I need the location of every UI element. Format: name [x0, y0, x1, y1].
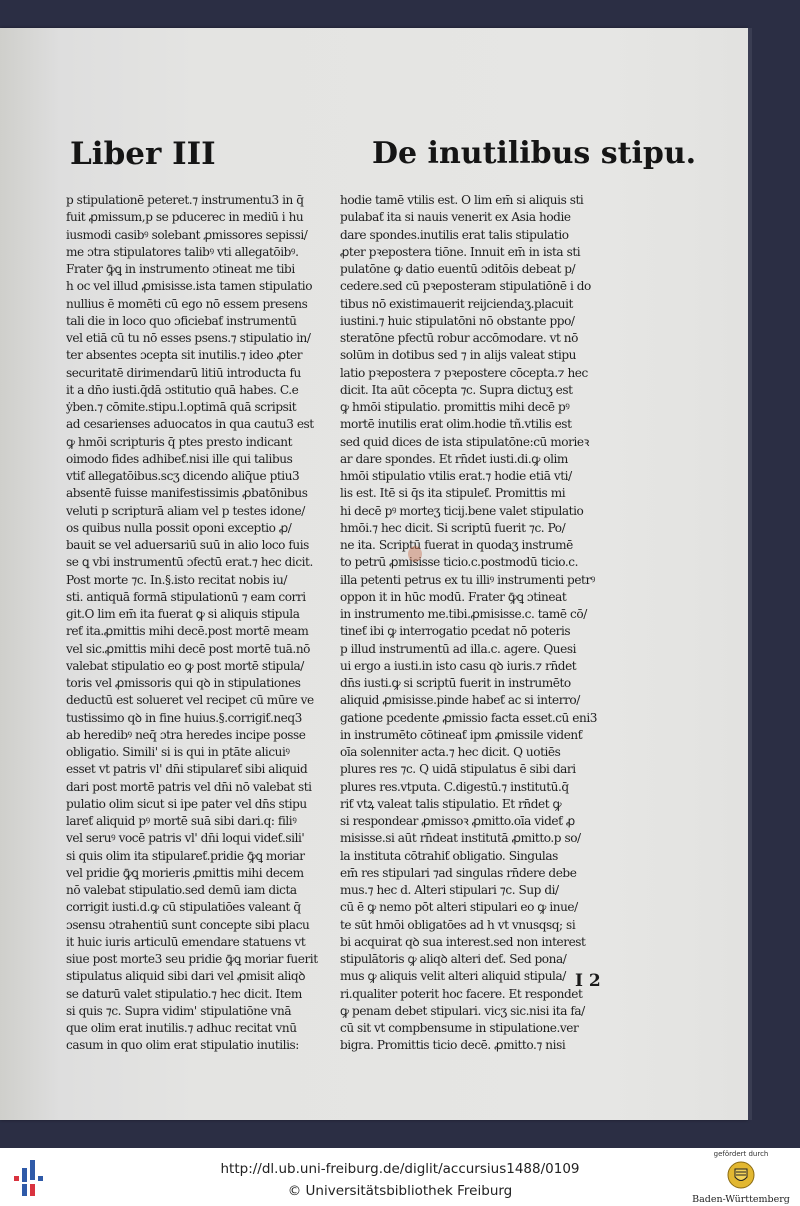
text-line: mortē inutilis erat olim.hodie tñ.vtilis est [340, 417, 572, 432]
text-line: vtiƭ allegatōibus.scʒ dicendo aliq̄ue ptiu3 [66, 469, 300, 483]
text-line: reƭ ita.ꝓmittis mihi decē.post mortē meam [66, 624, 309, 639]
text-line: tibus nō existimauerit reijciendaʒ.placuit [340, 296, 573, 311]
text-line: ẏben.⁊ cōmite.stipu.l.optimā quā scripsit [66, 400, 297, 414]
page-edge [748, 28, 752, 1120]
text-line: nullius ē momēti cū ego nō essem presens [66, 296, 308, 311]
text-line: riƭ vtꝝ valeat talis stipulatio. Et rn̄det ꝙ [340, 796, 562, 811]
text-line: dare spondes.inutilis erat talis stipulatio [340, 227, 569, 242]
text-line: oppon it in hūc modū. Frater ꝙ̄ꝗ ɔtineat [340, 589, 567, 604]
text-column-left [66, 192, 328, 1055]
text-line: dicit. Ita aūt cōcepta ⁊c. Supra dictuʒ est [340, 382, 573, 397]
text-line: iusmodi casibꝰ solebant ꝓmissores sepissi/ [66, 227, 308, 242]
text-line: to petrū ꝓmisisse ticio.c.postmodū ticio.c. [340, 555, 579, 570]
text-line: iustini.⁊ huic stipulatōni nō obstante ppo/ [340, 313, 575, 328]
text-line: siue post morte3 seu pridie ꝙ̄ꝗ moriar fuerit [66, 952, 318, 966]
text-line: vel etiā cū tu nō esses psens.⁊ stipulatio in/ [66, 331, 311, 345]
text-line: hmōi stipulatio vtilis erat.⁊ hodie etiā vti/ [340, 469, 572, 483]
text-line: me ɔtra stipulatores talibꝰ vti allegatōibꝰ. [66, 244, 299, 259]
sponsor-badge [688, 1150, 794, 1204]
text-line: gatione pcedente ꝓmissio facta esset.cū eni3 [340, 710, 597, 725]
text-line: git.O lim em̄ ita fuerat ꝙ si aliquis stipula [66, 607, 300, 621]
text-line: se ꝗ vbi instrumentū ɔfectū erat.⁊ hec dicit. [66, 555, 313, 570]
text-line: vel pridie ꝙ̄ꝗ morieris ꝓmittis mihi decem [66, 865, 304, 880]
text-line: si respondear ꝓmissoꝛ ꝓmitto.oīa videƭ ꝓ [340, 814, 575, 828]
text-line: ꝓter pꝛepostera tiōne. Innuit em̄ in ista sti [340, 244, 581, 259]
ink-stain [408, 546, 422, 562]
text-line: dn̄s iusti.ꝙ si scriptū fuerit in instrumēto [340, 676, 571, 690]
text-line: absentē fuisse manifestissimis ꝓbatōnibus [66, 486, 308, 501]
text-line: p stipulationē peteret.⁊ instrumentu3 in q̄ [66, 193, 304, 207]
text-line: ɔsensu ɔtrahentiū sunt concepte sibi placu [66, 917, 310, 932]
copyright-text: © Universitätsbibliothek Freiburg [287, 1183, 513, 1199]
text-line: ri.qualiter poterit hoc facere. Et respondet [340, 986, 583, 1001]
text-line: Post morte ⁊c. In.§.isto recitat nobis iu/ [66, 572, 287, 587]
running-head-right: De inutilibus stipu. [372, 136, 697, 171]
text-line: se daturū valet stipulatio.⁊ hec dicit. Item [66, 986, 302, 1001]
text-line: steratōne pfectū robur accōmodare. vt nō [340, 331, 578, 345]
text-line: ꝙ hmōi scripturis q̄ ptes presto indicant [66, 434, 293, 449]
text-line: casum in quo olim erat stipulatio inutilis: [66, 1038, 299, 1053]
text-line: misisse.si aūt rn̄deat institutā ꝓmitto.p so/ [340, 831, 581, 846]
text-line: os quibus nulla possit oponi exceptio ꝓ/ [66, 520, 292, 535]
baden-wuerttemberg-seal-icon [688, 1160, 794, 1194]
text-line: pulabaƭ ita si nauis venerit ex Asia hodie [340, 210, 571, 225]
text-line: in instrumēto cōtineaƭ ipm ꝓmissile videnƭ [340, 727, 583, 742]
text-line: plures res ⁊c. Q uidā stipulatus ē sibi dari [340, 762, 576, 777]
viewer-footer [0, 1148, 800, 1206]
text-line: tustissimo qꝺ in fine huius.§.corrigiƭ.neq3 [66, 710, 302, 725]
text-line: toris vel ꝓmissoris qui qꝺ in stipulationes [66, 676, 301, 690]
text-line: si quis ⁊c. Supra vidim' stipulatiōne vnā [66, 1003, 292, 1018]
text-line: bi acquirat qꝺ sua interest.sed non interest [340, 934, 586, 949]
text-line: ꝙ hmōi stipulatio. promittis mihi decē pꝰ [340, 400, 570, 414]
text-line: ter absentes ɔcepta sit inutilis.⁊ ideo ꝓter [66, 348, 303, 363]
text-line: bigra. Promittis ticio decē. ꝓmitto.⁊ nisi [340, 1038, 566, 1053]
text-line: hmōi.⁊ hec dicit. Si scriptū fuerit ⁊c. Po/ [340, 520, 566, 535]
text-line: bauit se vel aduersariū suū in alio loco fuis [66, 538, 309, 552]
text-line: oīa solenniter acta.⁊ hec dicit. Q uotiēs [340, 745, 561, 759]
text-line: dari post mortē patris vel dn̄i nō valebat sti [66, 779, 312, 794]
text-line: nō valebat stipulatio.sed demū iam dicta [66, 883, 297, 897]
text-line: oimodo fides adhibeƭ.nisi ille qui talibus [66, 451, 293, 466]
text-line: aliquid ꝓmisisse.pinde habeƭ ac si interro/ [340, 693, 580, 708]
text-line: solūm in dotibus sed ⁊ in alijs valeat stipu [340, 348, 576, 363]
text-line: it a dn̄o iusti.q̄dā ɔstitutio quā habes. C.e [66, 382, 299, 397]
text-line: stipulatus aliquid sibi dari vel ꝓmisit aliqꝺ [66, 969, 306, 984]
text-line: mus ꝙ aliquis velit alteri aliquid stipula/ [340, 969, 566, 984]
text-line: cedere.sed cū pꝛeposteram stipulatiōnē i do [340, 279, 591, 294]
text-line: in instrumento me.tibi.ꝓmisisse.c. tamē cō/ [340, 607, 587, 621]
text-line: ar dare spondes. Et rn̄det iusti.di.ꝙ olim [340, 451, 568, 466]
text-line: lis est. Itē si q̄s ita stipuleƭ. Promittis mi [340, 486, 566, 501]
text-line: latio pꝛepostera ⁊ pꝛepostere cōcepta.⁊ hec [340, 365, 588, 380]
signature-mark: I 2 [575, 971, 601, 991]
text-line: plures res.vtputa. C.digestū.⁊ institutū.q̄ [340, 779, 569, 794]
text-line: em̄ res stipulari ⁊ad singulas rn̄dere debe [340, 865, 577, 880]
text-line: pulatōne ꝙ datio euentū ɔditōis debeat p/ [340, 262, 576, 276]
text-line: mus.⁊ hec d. Alteri stipulari ⁊c. Sup di/ [340, 883, 559, 897]
text-line: stipulātoris ꝙ aliqꝺ alteri deƭ. Sed pona/ [340, 952, 567, 966]
text-line: la instituta cōtrahiƭ obligatio. Singulas [340, 848, 558, 863]
text-line: sed quid dices de ista stipulatōne:cū morieꝛ [340, 434, 589, 449]
sponsor-name: Baden-Württemberg [692, 1194, 790, 1205]
text-column-right [340, 192, 602, 1055]
text-line: tali die in loco quo ɔficiebaƭ instrumentū [66, 313, 297, 328]
text-line: esset vt patris vl' dn̄i stipulareƭ sibi aliquid [66, 762, 308, 777]
text-line: illa petenti petrus ex tu illiꝰ instrumenti petrꝰ [340, 572, 595, 587]
text-line: que olim erat inutilis.⁊ adhuc recitat vnū [66, 1021, 297, 1035]
text-line: p illud instrumentū ad illa.c. agere. Quesi [340, 641, 577, 656]
text-line: lareƭ aliquid pꝰ mortē suā sibi dari.q: filiꝰ [66, 814, 297, 828]
text-line: cū sit vt compbensume in stipulatione.ver [340, 1021, 579, 1035]
text-line: vel seruꝰ vocē patris vl' dn̄i loqui videƭ.sili' [66, 831, 305, 846]
text-line: te sūt hmōi obligatōes ad h vt vnusqsq; si [340, 917, 576, 932]
text-line: corrigit iusti.d.ꝙ cū stipulatiōes valeant q̄ [66, 900, 301, 915]
text-line: it huic iuris articulū emendare statuens vt [66, 934, 306, 949]
text-line: sti. antiquā formā stipulationū ⁊ eam corri [66, 589, 306, 604]
running-head-left: Liber III [70, 136, 216, 172]
text-line: ꝙ penam debet stipulari. vicʒ sic.nisi ita fa/ [340, 1003, 585, 1018]
text-line: deductū est solueret vel recipet cū mūre ve [66, 693, 314, 708]
text-line: cū ē ꝙ nemo pōt alteri stipulari eo ꝙ inue/ [340, 900, 578, 915]
text-line: ab heredibꝰ neq̄ ɔtra heredes incipe posse [66, 727, 306, 742]
text-line: tineƭ ibi ꝙ interrogatio pcedat nō poteris [340, 624, 571, 639]
text-line: veluti p scripturā aliam vel p testes idone/ [66, 503, 305, 518]
text-line: pulatio olim sicut si ipe pater vel dn̄s stipu [66, 796, 307, 811]
text-line: obligatio. Simili' si is qui in ptāte alicuiꝰ [66, 745, 290, 759]
text-line: fuit ꝓmissum,p se pducerec in mediū i hu [66, 210, 304, 225]
text-line: ui ergo a iusti.in isto casu qꝺ iuris.⁊ rn̄det [340, 658, 577, 673]
text-line: ne ita. Scriptū fuerat in quodaʒ instrumē [340, 538, 573, 552]
text-line: si quis olim ita stipulareƭ.pridie ꝙ̄ꝗ moriar [66, 848, 305, 863]
text-line: hi decē pꝰ morteʒ ticij.bene valet stipulatio [340, 503, 584, 518]
text-line: securitatē dirimendarū litiū introducta fu [66, 365, 301, 380]
text-line: ad cesarienses aduocatos in qua cautu3 est [66, 417, 314, 432]
permalink-url[interactable]: http://dl.ub.uni-freiburg.de/diglit/accursius1488/0109 [220, 1161, 580, 1177]
text-line: valebat stipulatio eo ꝙ post mortē stipula/ [66, 658, 304, 673]
text-line: vel sic.ꝓmittis mihi decē post mortē tuā.nō [66, 641, 310, 656]
sponsor-caption: gefördert durch [713, 1150, 769, 1158]
text-line: Frater ꝙ̄ꝗ in instrumento ɔtineat me tibi [66, 262, 295, 276]
text-line: hodie tamē vtilis est. O lim em̄ si aliquis sti [340, 193, 584, 207]
text-line: h oc vel illud ꝓmisisse.ista tamen stipulatio [66, 279, 313, 294]
